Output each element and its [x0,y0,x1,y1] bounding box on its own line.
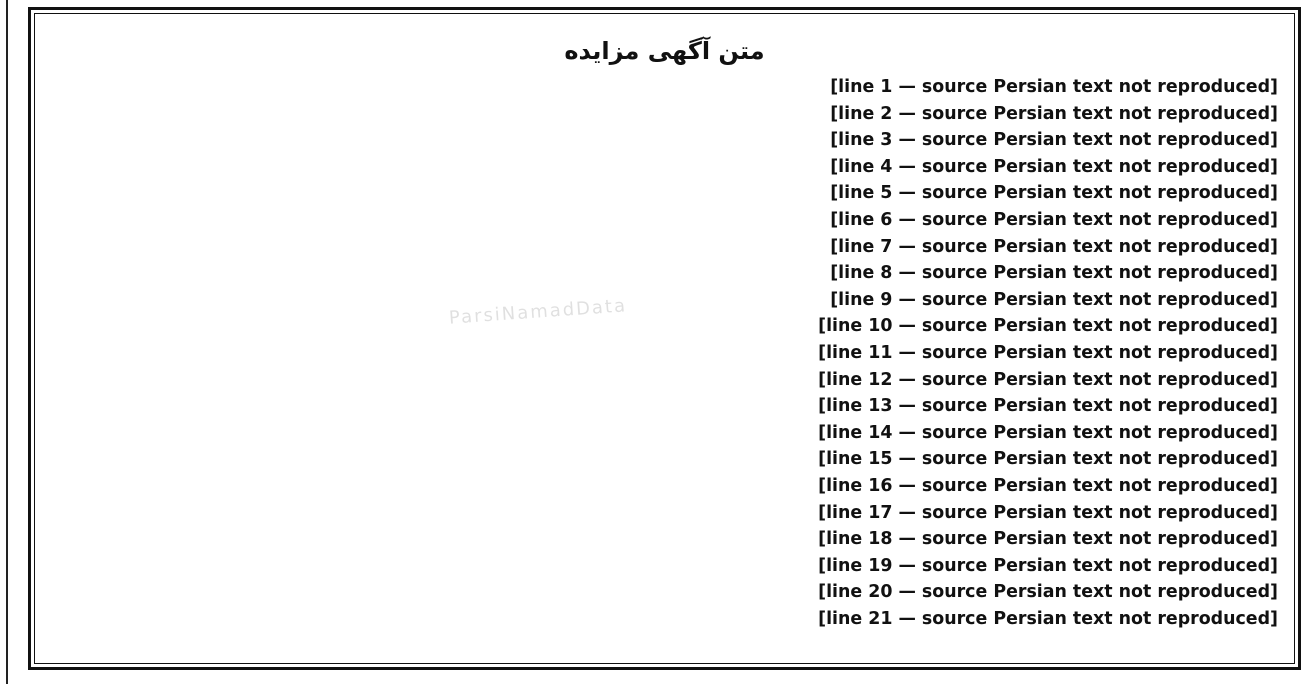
notice-line: [line 16 — source Persian text not reproduced] [818,475,1278,496]
notice-line: [line 5 — source Persian text not reproduced] [830,183,1278,204]
notice-line: [line 2 — source Persian text not reproduced] [830,103,1278,124]
notice-line: [line 12 — source Persian text not reproduced] [818,369,1278,390]
left-page-rule [6,0,8,684]
notice-line: [line 7 — source Persian text not reproduced] [830,236,1278,257]
notice-line: [line 17 — source Persian text not reproduced] [818,502,1278,523]
notice-line: [line 1 — source Persian text not reproduced] [830,77,1278,97]
notice-line: [line 18 — source Persian text not reproduced] [818,529,1278,550]
notice-line: [line 8 — source Persian text not reproduced] [830,263,1278,284]
notice-line: [line 19 — source Persian text not reproduced] [818,555,1278,576]
notice-line: [line 4 — source Persian text not reproduced] [830,156,1278,177]
notice-line: [line 3 — source Persian text not reproduced] [830,130,1278,151]
notice-line: [line 9 — source Persian text not reproduced] [830,289,1278,310]
watermark-text: ParsiNamadData [448,295,628,329]
notice-title: متن آگهی مزایده [564,37,765,65]
notice-body [51,74,1278,632]
notice-line: [line 21 — source Persian text not reproduced] [818,608,1278,629]
notice-line: [line 6 — source Persian text not reproduced] [830,209,1278,230]
notice-line: [line 11 — source Persian text not reproduced] [818,342,1278,363]
notice-line: [line 10 — source Persian text not reproduced] [818,316,1278,337]
notice-line: [line 15 — source Persian text not reproduced] [818,449,1278,470]
notice-line: [line 14 — source Persian text not reproduced] [818,422,1278,443]
notice-frame-inner [34,13,1295,664]
notice-line: [line 13 — source Persian text not reproduced] [818,396,1278,417]
notice-line: [line 20 — source Persian text not reproduced] [818,582,1278,603]
notice-frame [28,7,1301,670]
